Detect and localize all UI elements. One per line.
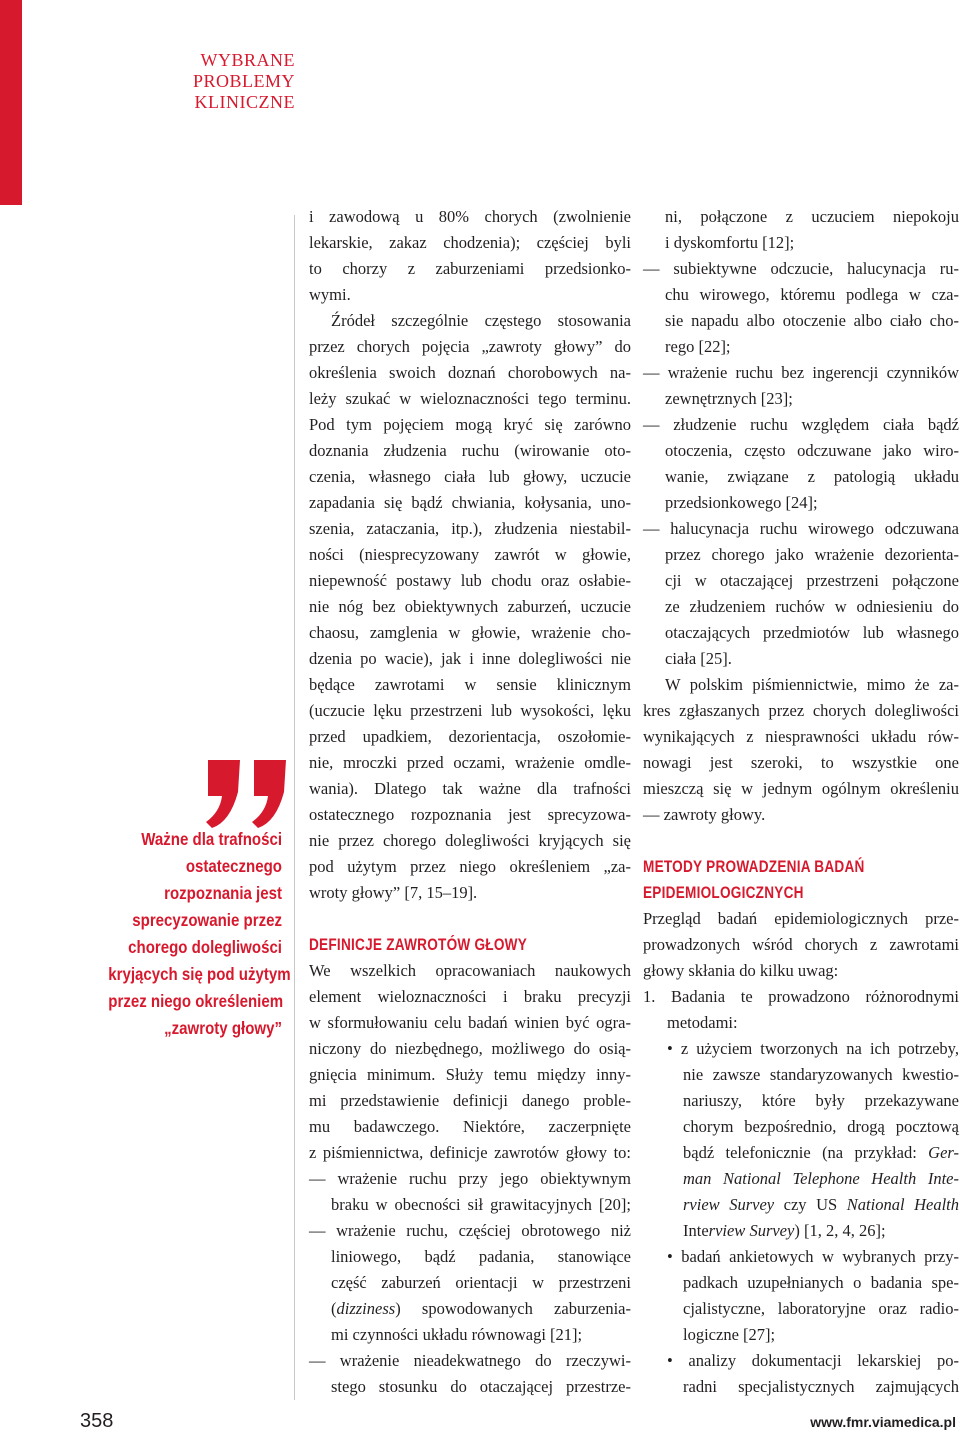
- pull-quote-line: przez niego określeniem: [108, 991, 284, 1011]
- text-line: i dyskomfortu [12];: [665, 233, 795, 252]
- text-line: metodami:: [667, 1013, 738, 1032]
- text-line: chu wirowego, któremu podlega w cza-: [665, 285, 959, 304]
- text-line: nariuszy, które były przekazywane: [683, 1091, 959, 1110]
- text-line: niczony do niezbędnego, możliwego do osią-: [309, 1039, 631, 1058]
- text-line: braku w obecności sił grawitacyjnych [20];: [331, 1195, 631, 1214]
- text-line: Pod tym pojęciem mogą kryć się zarówno: [309, 415, 631, 434]
- pull-quote: [108, 826, 291, 1042]
- text-line: mu badawczego. Niektóre, zaczerpnięte: [309, 1117, 631, 1136]
- section-heading: EPIDEMIOLOGICZNYCH: [643, 883, 804, 902]
- footer-url: www.fmr.viamedica.pl: [810, 1414, 956, 1430]
- text-line: — halucynacja ruchu wirowego odczuwana: [643, 519, 959, 538]
- text-line: mi przedstawienie definicji danego proble-: [309, 1091, 631, 1110]
- pull-quote-line: rozpoznania jest: [164, 883, 282, 903]
- text-line: — wrażenie ruchu przy jego obiektywnym: [309, 1169, 631, 1188]
- text-line: cji w otaczającej przestrzeni połączone: [665, 571, 959, 590]
- text-line: przed upadkiem, dezorientacja, oszołomie-: [309, 727, 631, 746]
- text-line: — wrażenie ruchu bez ingerencji czynników: [643, 363, 959, 382]
- text-line: Przegląd badań epidemiologicznych prze-: [643, 909, 959, 928]
- text-line: kres zgłaszanych przez chorych dolegliwości: [643, 701, 959, 720]
- text-line: ności (niesprecyzowany zawrót w głowie,: [309, 545, 631, 564]
- text-line: gnięcia minimum. Służy temu między inny-: [309, 1065, 631, 1084]
- text-line: 1. Badania te prowadzono różnorodnymi: [643, 987, 959, 1006]
- text-line: nie przez chorego dolegliwości kryjących się: [309, 831, 631, 850]
- text-line: wania). Dlatego tak ważne dla trafności: [309, 779, 631, 798]
- text-line: nie nóg bez obiektywnych zaburzeń, uczucie: [309, 597, 631, 616]
- text-line: (uczucie lęku przestrzeni lub wysokości, lęku: [309, 701, 631, 720]
- text-line: z piśmiennictwa, definicje zawrotów głowy to:: [309, 1143, 631, 1162]
- text-line: [309, 906, 631, 932]
- pull-quote-line: chorego dolegliwości: [128, 937, 282, 957]
- text-line: czenia, własnego ciała lub głowy, uczucie: [309, 467, 631, 486]
- text-line: radni specjalistycznych zajmujących: [683, 1377, 959, 1396]
- text-line: pod użytym przez niego określeniem „za-: [309, 857, 631, 876]
- text-line: głowy skłania do kilku uwag:: [643, 961, 839, 980]
- text-line: bądź telefonicznie (na przykład: Ger-: [683, 1143, 959, 1162]
- text-line: będące zawrotami w sensie klinicznym: [309, 675, 631, 694]
- text-line: szenia, zataczania, itp.), złudzenia niestabil-: [309, 519, 631, 538]
- text-line: rego [22];: [665, 337, 731, 356]
- section-heading: DEFINICJE ZAWROTÓW GŁOWY: [309, 935, 528, 954]
- text-line: cjalistyczne, laboratoryjne oraz radio-: [683, 1299, 959, 1318]
- text-line: wymi.: [309, 285, 351, 304]
- text-line: [643, 828, 959, 854]
- text-line: lekarskie, zakaz chodzenia); częściej byli: [309, 233, 631, 252]
- pull-quote-line: ostatecznego: [185, 856, 282, 876]
- text-line: We wszelkich opracowaniach naukowych: [309, 961, 631, 980]
- text-line: ciała [25].: [665, 649, 732, 668]
- text-line: element wieloznaczności i braku precyzji: [309, 987, 631, 1006]
- section-label-line: KLINICZNE: [194, 92, 295, 112]
- pull-quote-line: „zawroty głowy”: [164, 1018, 282, 1038]
- text-line: nie zawsze standaryzowanych kwestio-: [683, 1065, 959, 1084]
- text-line: przez chorych pojęcia „zawroty głowy” do: [309, 337, 631, 356]
- text-line: • z użyciem tworzonych na ich potrzeby,: [667, 1039, 959, 1058]
- text-line: dzenia po wacie), jak i inne dolegliwości nie: [309, 649, 631, 668]
- text-line: • analizy dokumentacji lekarskiej po-: [667, 1351, 959, 1370]
- text-line: część zaburzeń orientacji w przestrzeni: [331, 1273, 631, 1292]
- text-line: rview Survey czy US National Health: [683, 1195, 959, 1214]
- text-line: ze złudzeniem ruchów w odniesieniu do: [665, 597, 959, 616]
- text-line: doznania złudzenia ruchu (wirowanie oto-: [309, 441, 631, 460]
- text-line: wynikających z niesprawności układu rów-: [643, 727, 959, 746]
- text-line: logiczne [27];: [683, 1325, 776, 1344]
- text-line: przedsionkowego [24];: [665, 493, 818, 512]
- section-label-line: PROBLEMY: [192, 71, 295, 91]
- text-line: ostatecznego rozpoznania jest sprecyzowa-: [309, 805, 631, 824]
- text-line: nowagi jest szeroki, to wszystkie one: [643, 753, 959, 772]
- text-line: — wrażenie nieadekwatnego do rzeczywi-: [309, 1351, 631, 1370]
- text-line: chorym bezpośrednio, drogą pocztową: [683, 1117, 959, 1136]
- pull-quote-line: kryjących się pod użytym: [108, 964, 291, 984]
- text-line: ni, połączone z uczuciem niepokoju: [665, 207, 959, 226]
- text-line: prowadzonych wśród chorych z zawrotami: [643, 935, 959, 954]
- text-line: otaczających przedmiotów lub własnego: [665, 623, 959, 642]
- text-line: Interview Survey) [1, 2, 4, 26];: [683, 1221, 886, 1240]
- text-line: przez chorego jako wrażenie dezorienta-: [665, 545, 959, 564]
- text-line: padkach uzupełnianych o badania spe-: [683, 1273, 959, 1292]
- text-line: zewnętrznych [23];: [665, 389, 793, 408]
- text-line: man National Telephone Health Inte-: [683, 1169, 959, 1188]
- text-line: • badań ankietowych w wybranych przy-: [667, 1247, 959, 1266]
- red-corner-block: [0, 0, 22, 205]
- section-heading: METODY PROWADZENIA BADAŃ: [643, 857, 865, 876]
- text-line: leży szukać w wieloznaczności tego terminu.: [309, 389, 631, 408]
- text-line: stego stosunku do otaczającej przestrze-: [331, 1377, 631, 1396]
- text-line: określenia swoich doznań chorobowych na-: [309, 363, 631, 382]
- text-line: otoczenia, często odczuwane jako wiro-: [665, 441, 959, 460]
- text-line: zapadania się bądź chwiania, kołysania, uno-: [309, 493, 631, 512]
- text-column-middle: [309, 204, 631, 1400]
- text-line: — zawroty głowy.: [643, 805, 766, 824]
- pull-quote-line: Ważne dla trafności: [141, 829, 282, 849]
- text-line: nie, mroczki przed oczami, wrażenie omdle-: [309, 753, 631, 772]
- quote-mark-icon: [200, 752, 295, 832]
- section-label: [150, 50, 295, 113]
- text-line: W polskim piśmiennictwie, mimo że za-: [665, 675, 959, 694]
- text-column-right: [643, 204, 959, 1400]
- text-line: mi czynności układu równowagi [21];: [331, 1325, 583, 1344]
- text-line: niepewność postawy lub chodu oraz osłabie-: [309, 571, 631, 590]
- text-line: — wrażenie ruchu, częściej obrotowego niż: [309, 1221, 631, 1240]
- text-line: wanie, związane z patologią układu: [665, 467, 959, 486]
- text-line: i zawodową u 80% chorych (zwolnienie: [309, 207, 631, 226]
- text-line: sie napadu albo otoczenie albo ciało cho-: [665, 311, 959, 330]
- text-line: to chorzy z zaburzeniami przedsionko-: [309, 259, 631, 278]
- pull-quote-line: sprecyzowanie przez: [132, 910, 282, 930]
- column-divider: [294, 215, 295, 1400]
- text-line: — subiektywne odczucie, halucynacja ru-: [643, 259, 959, 278]
- text-line: chaosu, zamglenia w głowie, wrażenie cho-: [309, 623, 631, 642]
- text-line: — złudzenie ruchu względem ciała bądź: [643, 415, 959, 434]
- text-line: wroty głowy” [7, 15–19].: [309, 883, 478, 902]
- text-line: w sformułowaniu celu badań winien być ogra-: [309, 1013, 631, 1032]
- text-line: Źródeł szczególnie częstego stosowania: [331, 311, 631, 330]
- text-line: (dizziness) spowodowanych zaburzenia-: [331, 1299, 631, 1318]
- text-line: mieszczą się w jednym ogólnym określeniu: [643, 779, 959, 798]
- page-number: 358: [80, 1410, 114, 1432]
- text-line: liniowego, bądź padania, stanowiące: [331, 1247, 631, 1266]
- section-label-line: WYBRANE: [200, 50, 295, 70]
